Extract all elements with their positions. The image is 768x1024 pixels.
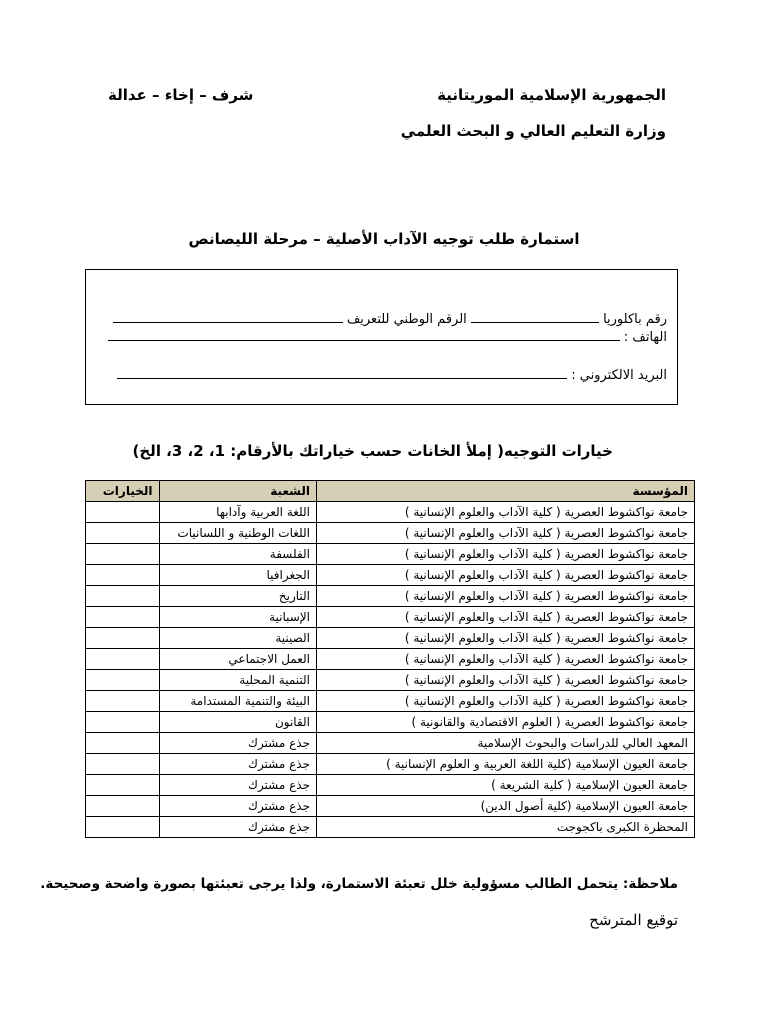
choice-cell[interactable]: [86, 670, 160, 691]
choices-title: خيارات التوجيه( إملأ الخانات حسب خياراتك بالأرقام: 1، 2، 3، الخ): [132, 442, 613, 460]
table-row: [86, 502, 695, 523]
choice-cell[interactable]: [86, 754, 160, 775]
institution-header: المؤسسة: [317, 481, 695, 502]
table-row: [86, 649, 695, 670]
choice-cell[interactable]: [86, 817, 160, 838]
institution-cell: جامعة نواكشوط العصرية ( كلية الآداب والعلوم الإنسانية ): [317, 628, 695, 649]
id-line: [113, 312, 667, 327]
branch-cell: جذع مشترك: [159, 733, 317, 754]
table-header-row: [86, 481, 695, 502]
bac-number-field[interactable]: [471, 312, 599, 323]
applicant-info-box: [85, 269, 678, 405]
nni-field[interactable]: [113, 312, 343, 323]
table-row: [86, 628, 695, 649]
branch-header: الشعبة: [159, 481, 317, 502]
note: ملاحظة: يتحمل الطالب مسؤولية خلل تعبئة الاستمارة، ولذا يرجى تعبئتها بصورة واضحة وصحيحة.: [40, 876, 678, 892]
institution-cell: جامعة نواكشوط العصرية ( العلوم الاقتصادية والقانونية ): [317, 712, 695, 733]
email-field[interactable]: [117, 368, 567, 379]
institution-cell: جامعة نواكشوط العصرية ( كلية الآداب والعلوم الإنسانية ): [317, 502, 695, 523]
table-row: [86, 733, 695, 754]
choice-cell[interactable]: [86, 628, 160, 649]
table-row: [86, 670, 695, 691]
choices-table: [85, 480, 695, 838]
choice-cell[interactable]: [86, 649, 160, 670]
table-row: [86, 523, 695, 544]
table-row: [86, 712, 695, 733]
branch-cell: التاريخ: [159, 586, 317, 607]
branch-cell: جذع مشترك: [159, 754, 317, 775]
choice-cell[interactable]: [86, 712, 160, 733]
institution-cell: جامعة نواكشوط العصرية ( كلية الآداب والعلوم الإنسانية ): [317, 586, 695, 607]
branch-cell: القانون: [159, 712, 317, 733]
table-row: [86, 817, 695, 838]
institution-cell: جامعة نواكشوط العصرية ( كلية الآداب والعلوم الإنسانية ): [317, 565, 695, 586]
candidate-signature-label: توقيع المترشح: [589, 911, 678, 929]
ministry-name: وزارة التعليم العالي و البحث العلمي: [400, 122, 666, 140]
choice-cell[interactable]: [86, 775, 160, 796]
branch-cell: جذع مشترك: [159, 796, 317, 817]
bac-label: رقم باكلوريا: [603, 312, 667, 327]
choice-cell[interactable]: [86, 565, 160, 586]
institution-cell: جامعة نواكشوط العصرية ( كلية الآداب والعلوم الإنسانية ): [317, 670, 695, 691]
branch-cell: اللغة العربية وآدابها: [159, 502, 317, 523]
choice-cell[interactable]: [86, 796, 160, 817]
branch-cell: الصينية: [159, 628, 317, 649]
institution-cell: جامعة العيون الإسلامية ( كلية الشريعة ): [317, 775, 695, 796]
choice-cell[interactable]: [86, 691, 160, 712]
institution-cell: جامعة نواكشوط العصرية ( كلية الآداب والعلوم الإنسانية ): [317, 691, 695, 712]
phone-field[interactable]: [108, 330, 620, 341]
choice-cell[interactable]: [86, 733, 160, 754]
branch-cell: الإسبانية: [159, 607, 317, 628]
form-title: استمارة طلب توجيه الآداب الأصلية – مرحلة الليصانص: [188, 230, 580, 248]
table-row: [86, 796, 695, 817]
country-name: الجمهورية الإسلامية الموريتانية: [437, 86, 666, 104]
institution-cell: جامعة نواكشوط العصرية ( كلية الآداب والعلوم الإنسانية ): [317, 544, 695, 565]
choice-cell[interactable]: [86, 586, 160, 607]
branch-cell: جذع مشترك: [159, 775, 317, 796]
institution-cell: جامعة العيون الإسلامية (كلية اللغة العربية و العلوم الإنسانية ): [317, 754, 695, 775]
choice-cell[interactable]: [86, 523, 160, 544]
branch-cell: العمل الاجتماعي: [159, 649, 317, 670]
institution-cell: جامعة العيون الإسلامية (كلية أصول الدين): [317, 796, 695, 817]
branch-cell: التنمية المحلية: [159, 670, 317, 691]
table-row: [86, 544, 695, 565]
institution-cell: المعهد العالي للدراسات والبحوث الإسلامية: [317, 733, 695, 754]
institution-cell: المحظرة الكبرى باكجوجت: [317, 817, 695, 838]
branch-cell: البيئة والتنمية المستدامة: [159, 691, 317, 712]
table-row: [86, 565, 695, 586]
choice-header: الخيارات: [86, 481, 160, 502]
institution-cell: جامعة نواكشوط العصرية ( كلية الآداب والعلوم الإنسانية ): [317, 523, 695, 544]
table-row: [86, 607, 695, 628]
branch-cell: جذع مشترك: [159, 817, 317, 838]
table-row: [86, 754, 695, 775]
email-label: البريد الالكتروني :: [571, 368, 667, 383]
institution-cell: جامعة نواكشوط العصرية ( كلية الآداب والعلوم الإنسانية ): [317, 649, 695, 670]
table-row: [86, 691, 695, 712]
table-row: [86, 586, 695, 607]
phone-line: [108, 330, 667, 345]
phone-label: الهاتف :: [623, 330, 667, 345]
national-motto: شرف – إخاء – عدالة: [108, 86, 254, 104]
email-line: [117, 368, 667, 383]
choice-cell[interactable]: [86, 502, 160, 523]
branch-cell: الفلسفة: [159, 544, 317, 565]
branch-cell: الجغرافيا: [159, 565, 317, 586]
choice-cell[interactable]: [86, 607, 160, 628]
branch-cell: اللغات الوطنية و اللسانيات: [159, 523, 317, 544]
nni-label: الرقم الوطني للتعريف: [346, 312, 467, 327]
table-row: [86, 775, 695, 796]
institution-cell: جامعة نواكشوط العصرية ( كلية الآداب والعلوم الإنسانية ): [317, 607, 695, 628]
choice-cell[interactable]: [86, 544, 160, 565]
